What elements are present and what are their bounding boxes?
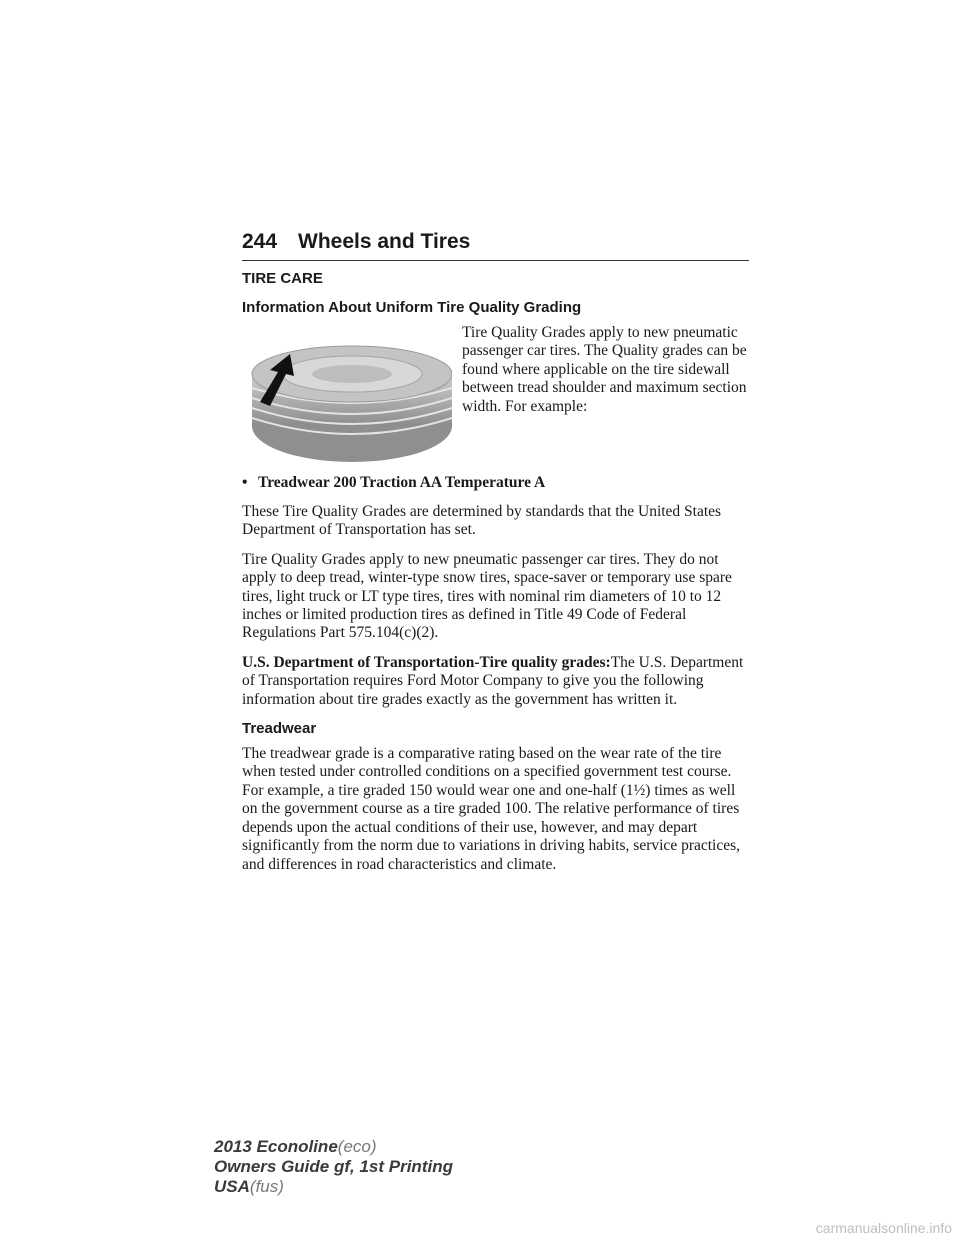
heading-treadwear: Treadwear [242, 720, 317, 738]
watermark: carmanualsonline.info [815, 1220, 952, 1236]
page-header [242, 228, 749, 261]
tire-illustration [242, 344, 452, 464]
paragraph-treadwear: The treadwear grade is a comparative rating based on the wear rate of the tire when tested under controlled conditions on a specified government test course. For example, a tire graded 150 would wear one and one-half (1½) times as well on the government course as a tire graded 100. The relative performance of tires depends upon the actual conditions of their use, however, and may depart significantly from the norm due to variations in driving habits, service practices, and differences in road characteristics and climate. [242, 745, 741, 873]
page-number: 244 [242, 230, 278, 253]
tire-figure-row [242, 324, 752, 464]
paragraph-standards: These Tire Quality Grades are determined by standards that the United States Department of Transportation has set. [242, 503, 722, 539]
footer-line-region: USA(fus) [214, 1177, 284, 1196]
paragraph-applicability: Tire Quality Grades apply to new pneumatic passenger car tires. They do not apply to deep tread, winter-type snow tires, space-saver or temporary use spare tires, light truck or LT type tires, tires with nominal rim diameters of 10 to 12 inches or limited production tires as defined in Title 49 Code of Federal Regulations Part 575.104(c)(2). [242, 550, 732, 642]
footer-line-model: 2013 Econoline(eco) [214, 1137, 377, 1156]
page-footer [214, 1137, 453, 1197]
example-bullet [242, 474, 752, 492]
heading-uniform-tire-quality: Information About Uniform Tire Quality Grading [242, 299, 582, 316]
tire-sidewall-icon [242, 344, 452, 464]
bullet-icon: • [242, 474, 248, 491]
figure-description: Tire Quality Grades apply to new pneumatic passenger car tires. The Quality grades can be found where applicable on the tire sidewall between tread shoulder and maximum section width. For example: [462, 324, 747, 415]
paragraph-dot-grades [242, 654, 752, 709]
page-content [242, 270, 752, 885]
dot-grades-lead: U.S. Department of Transportation-Tire quality grades: [242, 653, 611, 671]
heading-tire-care: TIRE CARE [242, 270, 323, 287]
section-title: Wheels and Tires [298, 230, 471, 253]
footer-line-guide: Owners Guide gf, 1st Printing [214, 1157, 453, 1176]
bullet-text: Treadwear 200 Traction AA Temperature A [258, 474, 546, 491]
dot-grades-body: The U.S. Department of Transportation requires Ford Motor Company to give you the following information about tire grades exactly as the government has written it. [242, 653, 744, 708]
